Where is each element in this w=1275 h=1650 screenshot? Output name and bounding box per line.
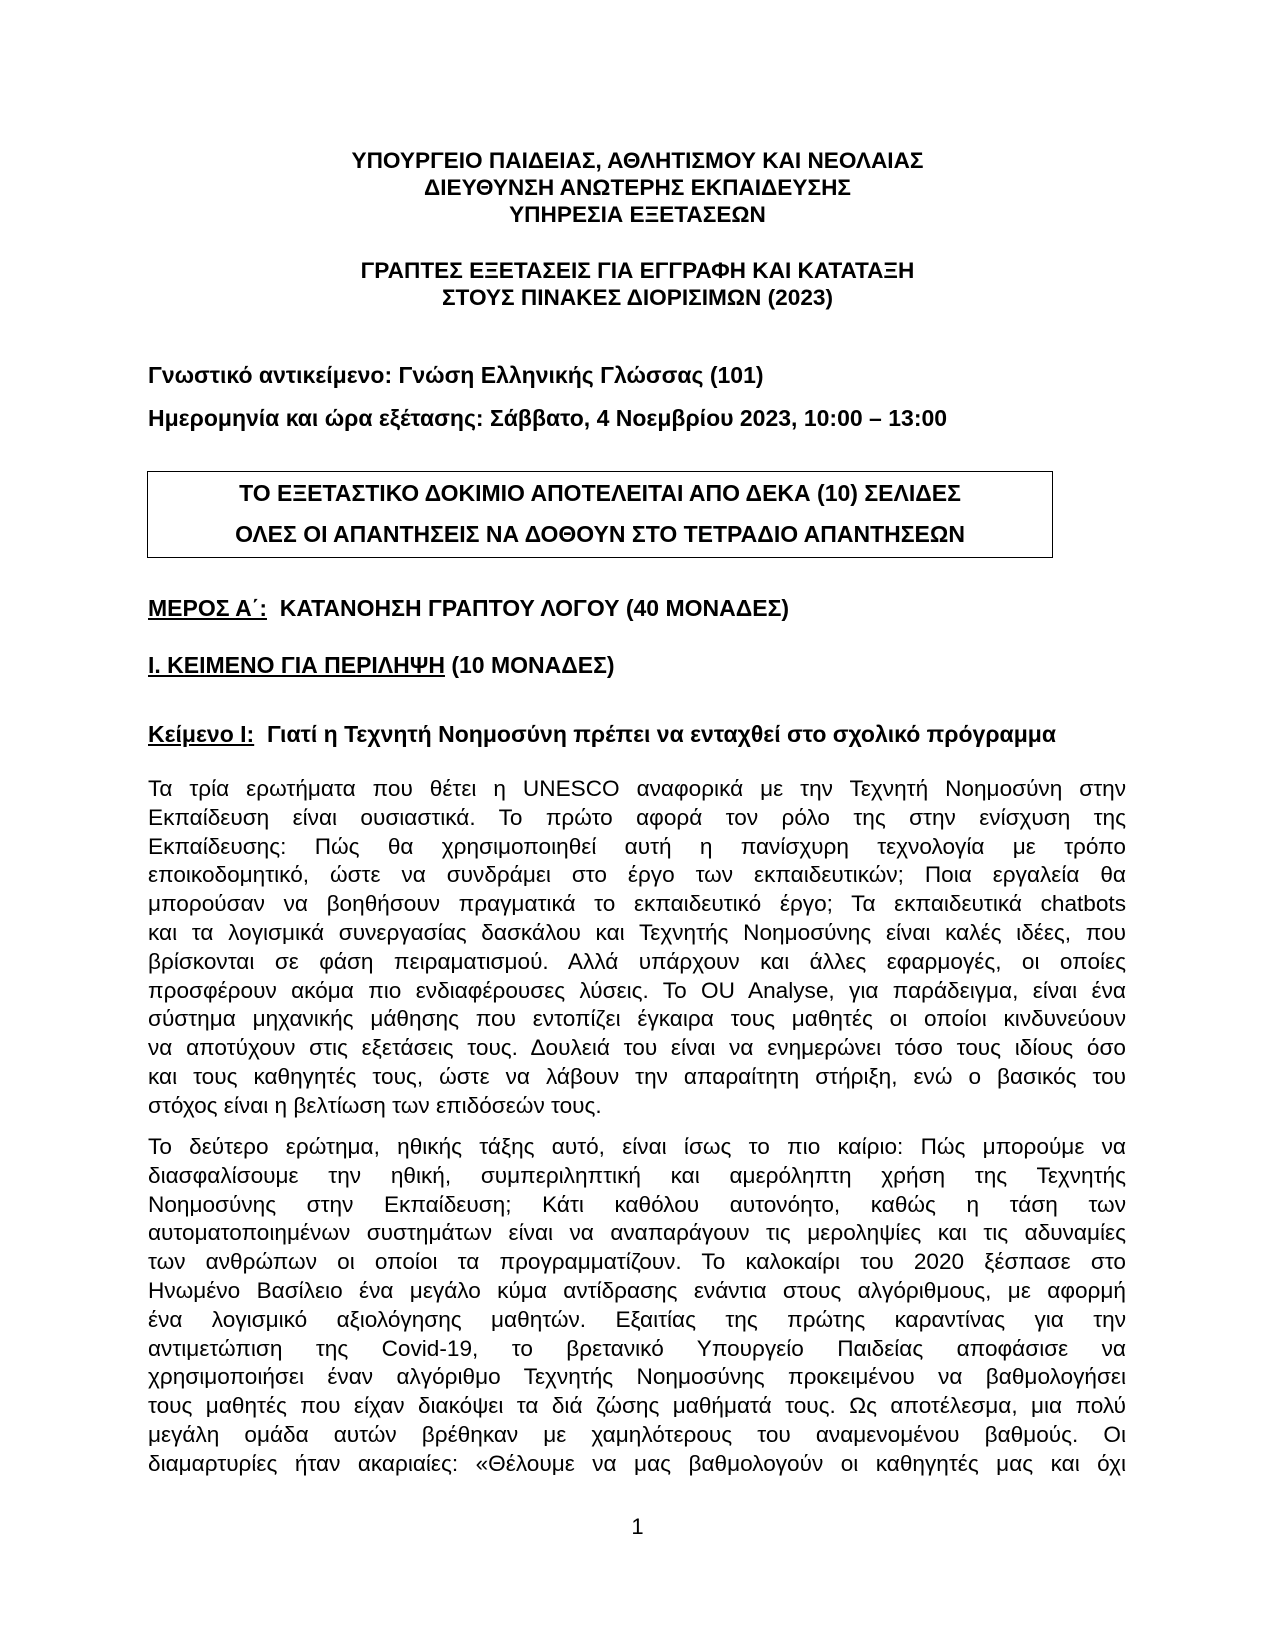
part-a-heading bbox=[148, 594, 789, 622]
paragraph-line: μπορούσαν να βοηθήσουν πραγματικά το εκπαιδευτικό έργο; Τα εκπαιδευτικά chatbots bbox=[148, 891, 1126, 917]
paragraph-line: τους μαθητές που είχαν διακόψει τα διά ζώσης μαθήματά τους. Ως αποτέλεσμα, μια πολύ bbox=[148, 1393, 1126, 1419]
paragraph-line: στόχος είναι η βελτίωση των επιδόσεών τους. bbox=[148, 1092, 602, 1118]
text-1-heading bbox=[148, 720, 1056, 748]
exam-title-line-1: ΓΡΑΠΤΕΣ ΕΞΕΤΑΣΕΙΣ ΓΙΑ ΕΓΓΡΑΦΗ ΚΑΙ ΚΑΤΑΤΑΞΗ bbox=[360, 258, 915, 283]
ministry-name: ΥΠΟΥΡΓΕΙΟ ΠΑΙΔΕΙΑΣ, ΑΘΛΗΤΙΣΜΟΥ ΚΑΙ ΝΕΟΛΑΙΑΣ bbox=[351, 148, 924, 173]
part-a-label: ΜΕΡΟΣ Α΄: bbox=[148, 595, 267, 621]
notice-answers: ΟΛΕΣ ΟΙ ΑΠΑΝΤΗΣΕΙΣ ΝΑ ΔΟΘΟΥΝ ΣΤΟ ΤΕΤΡΑΔΙΟ ΑΠΑΝΤΗΣΕΩΝ bbox=[235, 521, 965, 547]
paragraph-line: αντιμετώπιση της Covid-19, το βρετανικό Υπουργείο Παιδείας αποφάσισε να bbox=[148, 1335, 1126, 1361]
directorate-name: ΔΙΕΥΘΥΝΣΗ ΑΝΩΤΕΡΗΣ ΕΚΠΑΙΔΕΥΣΗΣ bbox=[424, 175, 851, 200]
paragraph-line: σύστημα μηχανικής μάθησης που εντοπίζει έγκαιρα τους μαθητές οι οποίοι κινδυνεύουν bbox=[148, 1006, 1126, 1032]
summary-section-points: (10 ΜΟΝΑΔΕΣ) bbox=[444, 652, 615, 678]
paragraph-line: να αποτύχουν στις εξετάσεις τους. Δουλειά του είναι να ενημερώνει τόσο τους ιδίους όσο bbox=[148, 1035, 1126, 1061]
paragraph-line: προσφέρουν ακόμα πιο ενδιαφέρουσες λύσεις. Το OU Analyse, για παράδειγμα, είναι ένα bbox=[148, 977, 1126, 1003]
paragraph-line: και τα λογισμικά συνεργασίας δασκάλου και Τεχνητής Νοημοσύνης είναι καλές ιδέες, που bbox=[148, 919, 1126, 945]
paragraph-line: Τα τρία ερωτήματα που θέτει η UNESCO αναφορικά με την Τεχνητή Νοημοσύνη στην bbox=[148, 776, 1126, 801]
text-1-label: Κείμενο Ι: bbox=[148, 721, 255, 747]
paragraph-line: Εκπαίδευση είναι ουσιαστικά. Το πρώτο αφορά τον ρόλο της στην ενίσχυση της bbox=[148, 804, 1126, 830]
ministry-header bbox=[0, 147, 1275, 228]
paragraph-line: των ανθρώπων οι οποίοι τα προγραμματίζουν. Το καλοκαίρι του 2020 ξέσπασε στο bbox=[148, 1249, 1126, 1275]
paragraph-line: ένα λογισμικό αξιολόγησης μαθητών. Εξαιτίας της πρώτης καραντίνας για την bbox=[148, 1306, 1126, 1332]
subject-line: Γνωστικό αντικείμενο: Γνώση Ελληνικής Γλώσσας (101) bbox=[148, 362, 764, 388]
paragraph-line: διαμαρτυρίες ήταν ακαριαίες: «Θέλουμε να μας βαθμολογούν οι καθηγητές μας και όχι bbox=[148, 1450, 1126, 1476]
paragraph-line: διασφαλίσουμε την ηθική, συμπεριληπτική και αμερόληπτη χρήση της Τεχνητής bbox=[148, 1162, 1126, 1188]
text-1-title: Γιατί η Τεχνητή Νοημοσύνη πρέπει να ενταχθεί στο σχολικό πρόγραμμα bbox=[254, 721, 1056, 747]
paragraph-line: Νοημοσύνης στην Εκπαίδευση; Κάτι καθόλου αυτονόητο, καθώς η τάση των bbox=[148, 1191, 1126, 1217]
page-number: 1 bbox=[631, 1514, 644, 1539]
part-a-title: ΚΑΤΑΝΟΗΣΗ ΓΡΑΠΤΟΥ ΛΟΓΟΥ (40 ΜΟΝΑΔΕΣ) bbox=[267, 595, 790, 621]
exam-date-line: Ημερομηνία και ώρα εξέτασης: Σάββατο, 4 Νοεμβρίου 2023, 10:00 – 13:00 bbox=[148, 405, 948, 431]
paragraph-line: αυτοματοποιημένων συστημάτων είναι να αναπαράγουν τις μεροληψίες και τις αδυναμίες bbox=[148, 1220, 1126, 1246]
paragraph-line: βρίσκονται σε φάση πειραματισμού. Αλλά υπάρχουν και άλλες εφαρμογές, οι οποίες bbox=[148, 948, 1126, 974]
notice-box bbox=[147, 471, 1053, 558]
paragraph-line: χρησιμοποιήσει έναν αλγόριθμο Τεχνητής Νοημοσύνης προκειμένου να βαθμολογήσει bbox=[148, 1364, 1126, 1390]
exam-title bbox=[0, 257, 1275, 311]
paragraph-line: μεγάλη ομάδα αυτών βρέθηκαν με χαμηλότερους του αναμενομένου βαθμούς. Οι bbox=[148, 1421, 1126, 1447]
paragraph-1 bbox=[148, 775, 1126, 1121]
notice-pages: ΤΟ ΕΞΕΤΑΣΤΙΚΟ ΔΟΚΙΜΙΟ ΑΠΟΤΕΛΕΙΤΑΙ ΑΠΟ ΔΕΚΑ (10) ΣΕΛΙΔΕΣ bbox=[239, 480, 961, 506]
exam-title-line-2: ΣΤΟΥΣ ΠΙΝΑΚΕΣ ΔΙΟΡΙΣΙΜΩΝ (2023) bbox=[441, 285, 834, 310]
paragraph-line: Εκπαίδευσης: Πώς θα χρησιμοποιηθεί αυτή η πανίσχυρη τεχνολογία με τρόπο bbox=[148, 833, 1126, 859]
paragraph-line: Ηνωμένο Βασίλειο ένα μεγάλο κύμα αντίδρασης ενάντια στους αλγόριθμους, με αφορμή bbox=[148, 1277, 1126, 1303]
summary-section-heading bbox=[148, 651, 615, 679]
paragraph-2 bbox=[148, 1133, 1126, 1479]
paragraph-line: και τους καθηγητές τους, ώστε να λάβουν την απαραίτητη στήριξη, ενώ ο βασικός του bbox=[148, 1063, 1126, 1089]
service-name: ΥΠΗΡΕΣΙΑ ΕΞΕΤΑΣΕΩΝ bbox=[509, 202, 766, 227]
paragraph-line: εποικοδομητικό, ώστε να συνδράμει στο έργο των εκπαιδευτικών; Ποια εργαλεία θα bbox=[148, 862, 1126, 888]
summary-section-label: Ι. ΚΕΙΜΕΝΟ ΓΙΑ ΠΕΡΙΛΗΨΗ bbox=[148, 652, 445, 678]
paragraph-line: Το δεύτερο ερώτημα, ηθικής τάξης αυτό, είναι ίσως το πιο καίριο: Πώς μπορούμε να bbox=[148, 1134, 1126, 1159]
